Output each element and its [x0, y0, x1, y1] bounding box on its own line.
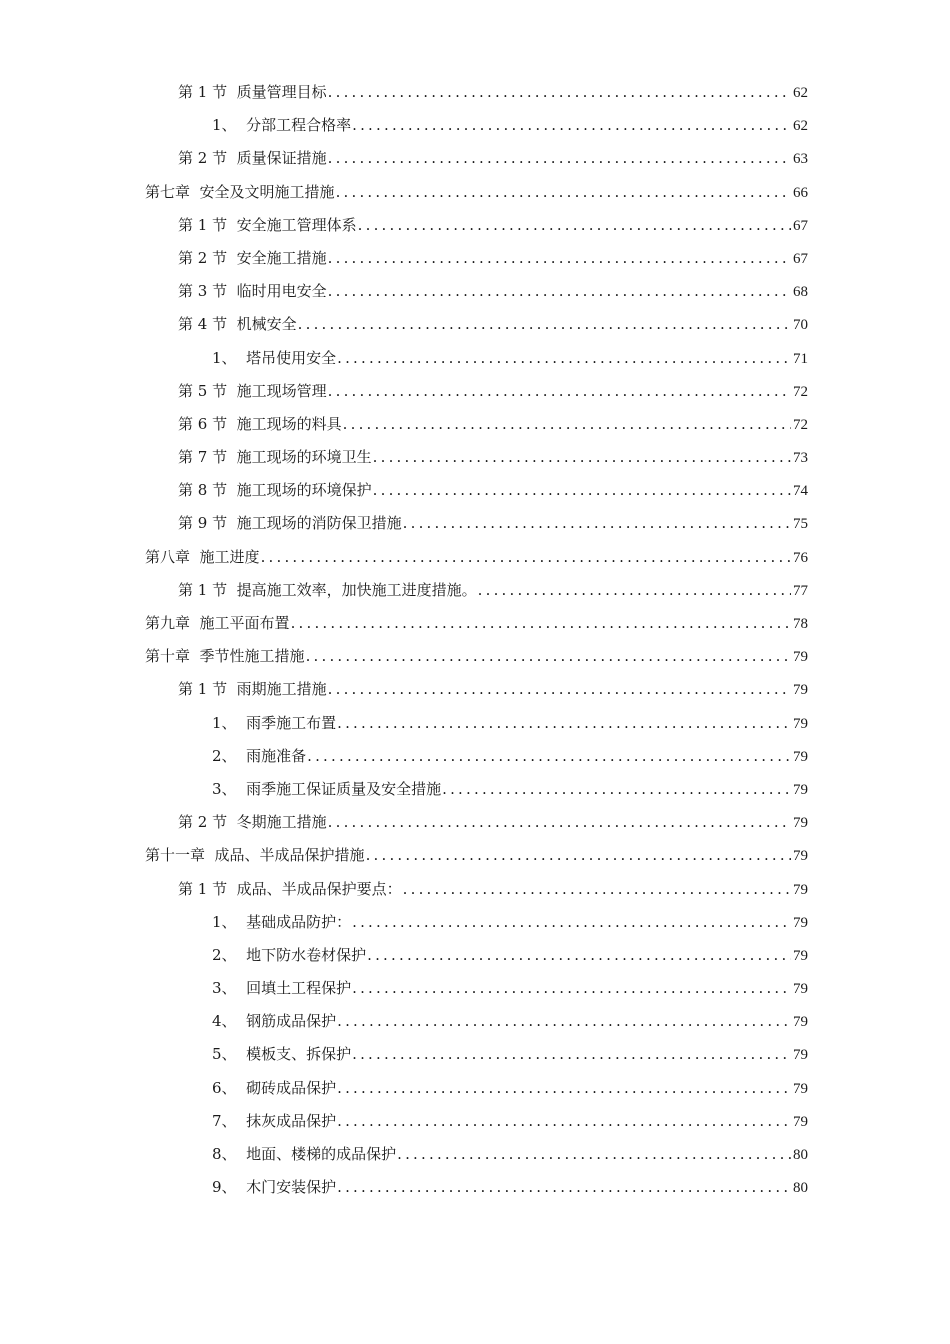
toc-dot-leader — [352, 1038, 791, 1071]
toc-entry[interactable] — [145, 839, 808, 872]
toc-dot-leader — [352, 972, 791, 1005]
toc-entry[interactable] — [145, 507, 808, 540]
toc-entry-number: 第 6 节 — [178, 414, 237, 433]
toc-page-number: 79 — [793, 1047, 808, 1064]
toc-page-number: 70 — [793, 317, 808, 334]
toc-entry-number: 7、 — [212, 1111, 247, 1130]
toc-entry-number: 第 1 节 — [178, 215, 237, 234]
toc-entry[interactable] — [145, 773, 808, 806]
toc-dot-leader — [343, 408, 791, 441]
toc-entry-number: 第 8 节 — [178, 481, 237, 500]
toc-entry-title: 雨期施工措施 — [236, 680, 327, 699]
toc-entry-title: 安全施工措施 — [236, 248, 327, 267]
toc-dot-leader — [352, 109, 791, 142]
toc-entry[interactable] — [145, 640, 808, 673]
toc-dot-leader — [328, 275, 791, 308]
toc-page-number: 79 — [793, 815, 808, 832]
toc-entry-title: 地下防水卷材保护 — [246, 945, 367, 964]
toc-entry[interactable] — [145, 176, 808, 209]
toc-page-number: 79 — [793, 881, 808, 898]
toc-entry-number: 5、 — [212, 1045, 247, 1064]
toc-page-number: 74 — [793, 483, 808, 500]
toc-entry[interactable] — [145, 806, 808, 839]
toc-entry-title: 塔吊使用安全 — [246, 348, 337, 367]
toc-dot-leader — [306, 640, 791, 673]
toc-entry-number: 第 1 节 — [178, 680, 237, 699]
toc-dot-leader — [307, 740, 791, 773]
toc-entry-number: 6、 — [212, 1078, 247, 1097]
table-of-contents — [145, 76, 808, 1204]
toc-page-number: 68 — [793, 284, 808, 301]
toc-entry-title: 施工进度 — [199, 547, 260, 566]
toc-entry[interactable] — [145, 76, 808, 109]
toc-entry-number: 第 4 节 — [178, 315, 237, 334]
toc-page-number: 78 — [793, 616, 808, 632]
toc-entry-title: 施工现场的料具 — [236, 414, 342, 433]
toc-page-number: 79 — [793, 781, 808, 798]
toc-entry-title: 施工平面布置 — [199, 614, 290, 632]
toc-entry-title: 雨施准备 — [246, 746, 307, 765]
toc-entry[interactable] — [145, 707, 808, 740]
toc-entry-title: 施工现场管理 — [236, 381, 327, 400]
toc-entry[interactable] — [145, 873, 808, 906]
toc-entry-number: 4、 — [212, 1012, 247, 1031]
toc-page-number: 79 — [793, 715, 808, 732]
toc-page-number: 67 — [793, 250, 808, 267]
toc-entry-title: 施工现场的环境保护 — [236, 481, 372, 500]
toc-dot-leader — [403, 873, 791, 906]
toc-dot-leader — [366, 839, 791, 872]
toc-entry-number: 第 1 节 — [178, 83, 237, 101]
toc-entry[interactable] — [145, 441, 808, 474]
toc-entry-number: 第 1 节 — [178, 879, 237, 898]
toc-entry-title: 质量保证措施 — [236, 149, 327, 168]
toc-entry-title: 质量管理目标 — [236, 83, 327, 101]
toc-dot-leader — [328, 806, 791, 839]
toc-entry-number: 2、 — [212, 945, 247, 964]
toc-dot-leader — [337, 1005, 791, 1038]
toc-entry-title: 临时用电安全 — [236, 282, 327, 301]
toc-entry-title: 地面、楼梯的成品保护 — [246, 1145, 397, 1163]
toc-page-number: 79 — [793, 1080, 808, 1097]
toc-entry-title: 钢筋成品保护 — [246, 1012, 337, 1031]
toc-entry-title: 砌砖成品保护 — [246, 1078, 337, 1097]
toc-page-number: 79 — [793, 649, 808, 666]
toc-dot-leader — [336, 176, 791, 209]
toc-page-number: 67 — [793, 217, 808, 234]
toc-entry-title: 冬期施工措施 — [236, 813, 327, 832]
toc-dot-leader — [337, 1171, 791, 1204]
toc-entry[interactable] — [145, 375, 808, 408]
toc-page-number: 80 — [793, 1180, 808, 1197]
toc-entry-title: 基础成品防护： — [246, 912, 352, 931]
toc-entry-title: 施工现场的环境卫生 — [236, 448, 372, 467]
toc-entry-number: 第 5 节 — [178, 381, 237, 400]
toc-dot-leader — [328, 673, 791, 706]
toc-entry-title: 回填土工程保护 — [246, 979, 352, 998]
toc-dot-leader — [358, 209, 791, 242]
toc-entry[interactable] — [145, 939, 808, 972]
toc-page-number: 62 — [793, 85, 808, 101]
toc-page-number: 79 — [793, 748, 808, 765]
toc-dot-leader — [298, 308, 791, 341]
toc-page-number: 79 — [793, 848, 808, 865]
toc-page-number: 71 — [793, 350, 808, 367]
toc-entry[interactable] — [145, 972, 808, 1005]
toc-page-number: 77 — [793, 582, 808, 599]
toc-entry-title: 安全施工管理体系 — [236, 215, 357, 234]
toc-entry-number: 第 9 节 — [178, 514, 237, 533]
toc-entry-number: 第七章 — [145, 182, 200, 201]
toc-dot-leader — [442, 773, 791, 806]
toc-entry[interactable] — [145, 142, 808, 175]
toc-entry-number: 3、 — [212, 779, 247, 798]
toc-entry-title: 机械安全 — [236, 315, 297, 334]
toc-page-number: 62 — [793, 118, 808, 135]
toc-dot-leader — [397, 1138, 791, 1171]
toc-entry[interactable] — [145, 474, 808, 507]
toc-page-number: 79 — [793, 947, 808, 964]
toc-dot-leader — [337, 1105, 791, 1138]
toc-entry-title: 季节性施工措施 — [199, 647, 305, 666]
toc-entry-title: 安全及文明施工措施 — [199, 182, 335, 201]
toc-entry-number: 第 7 节 — [178, 448, 237, 467]
toc-entry-title: 分部工程合格率 — [246, 116, 352, 135]
toc-dot-leader — [403, 507, 791, 540]
toc-dot-leader — [367, 939, 791, 972]
toc-page-number: 79 — [793, 1014, 808, 1031]
toc-entry-title: 木门安装保护 — [246, 1178, 337, 1197]
toc-page-number: 80 — [793, 1147, 808, 1163]
toc-entry-number: 第九章 — [145, 614, 200, 632]
toc-entry-number: 第 1 节 — [178, 580, 237, 599]
toc-entry-number: 2、 — [212, 746, 247, 765]
toc-entry-number: 1、 — [212, 912, 247, 931]
toc-entry-number: 1、 — [212, 713, 247, 732]
toc-dot-leader — [328, 375, 791, 408]
toc-entry[interactable] — [145, 607, 808, 640]
toc-entry[interactable] — [145, 242, 808, 275]
toc-page-number: 72 — [793, 383, 808, 400]
toc-page-number: 79 — [793, 981, 808, 998]
toc-entry[interactable] — [145, 673, 808, 706]
toc-entry[interactable] — [145, 1005, 808, 1038]
toc-page-number: 79 — [793, 1113, 808, 1130]
toc-page-number: 75 — [793, 516, 808, 533]
toc-dot-leader — [373, 441, 791, 474]
toc-dot-leader — [352, 906, 791, 939]
toc-page-number: 79 — [793, 682, 808, 699]
toc-dot-leader — [373, 474, 791, 507]
toc-entry-number: 1、 — [212, 116, 247, 135]
toc-page-number: 72 — [793, 416, 808, 433]
toc-dot-leader — [337, 1072, 791, 1105]
toc-entry-title: 模板支、拆保护 — [246, 1045, 352, 1064]
toc-entry-number: 8、 — [212, 1145, 247, 1163]
toc-entry-title: 提高施工效率，加快施工进度措施。 — [236, 580, 477, 599]
toc-dot-leader — [328, 242, 791, 275]
toc-entry[interactable] — [145, 308, 808, 341]
toc-entry-title: 成品、半成品保护措施 — [214, 846, 365, 865]
toc-entry[interactable] — [145, 342, 808, 375]
toc-dot-leader — [328, 142, 791, 175]
toc-page-number: 63 — [793, 151, 808, 168]
toc-entry[interactable] — [145, 1138, 808, 1171]
toc-entry-number: 第八章 — [145, 547, 200, 566]
toc-entry-number: 第十一章 — [145, 846, 215, 865]
toc-entry-title: 抹灰成品保护 — [246, 1111, 337, 1130]
toc-dot-leader — [328, 76, 791, 109]
toc-page-number: 79 — [793, 914, 808, 931]
toc-entry-title: 雨季施工保证质量及安全措施 — [246, 779, 442, 798]
toc-entry-number: 9、 — [212, 1178, 247, 1197]
toc-entry[interactable] — [145, 740, 808, 773]
toc-dot-leader — [291, 607, 791, 640]
toc-page-number: 76 — [793, 549, 808, 566]
toc-entry-number: 第 2 节 — [178, 149, 237, 168]
toc-entry-title: 成品、半成品保护要点： — [236, 879, 402, 898]
toc-entry-number: 3、 — [212, 979, 247, 998]
toc-entry[interactable] — [145, 541, 808, 574]
toc-entry-title: 施工现场的消防保卫措施 — [236, 514, 402, 533]
toc-dot-leader — [478, 574, 791, 607]
toc-entry[interactable] — [145, 109, 808, 142]
toc-entry-number: 第 3 节 — [178, 282, 237, 301]
toc-entry-number: 1、 — [212, 348, 247, 367]
toc-entry[interactable] — [145, 1072, 808, 1105]
toc-entry[interactable] — [145, 906, 808, 939]
toc-entry[interactable] — [145, 1105, 808, 1138]
toc-dot-leader — [261, 541, 791, 574]
toc-entry-number: 第十章 — [145, 647, 200, 666]
toc-entry[interactable] — [145, 1038, 808, 1071]
toc-entry[interactable] — [145, 275, 808, 308]
toc-entry[interactable] — [145, 574, 808, 607]
toc-entry[interactable] — [145, 1171, 808, 1204]
toc-entry[interactable] — [145, 408, 808, 441]
toc-entry-number: 第 2 节 — [178, 248, 237, 267]
toc-entry[interactable] — [145, 209, 808, 242]
toc-entry-title: 雨季施工布置 — [246, 713, 337, 732]
toc-dot-leader — [337, 707, 791, 740]
toc-page-number: 66 — [793, 184, 808, 201]
toc-dot-leader — [337, 342, 791, 375]
toc-page-number: 73 — [793, 450, 808, 467]
toc-entry-number: 第 2 节 — [178, 813, 237, 832]
